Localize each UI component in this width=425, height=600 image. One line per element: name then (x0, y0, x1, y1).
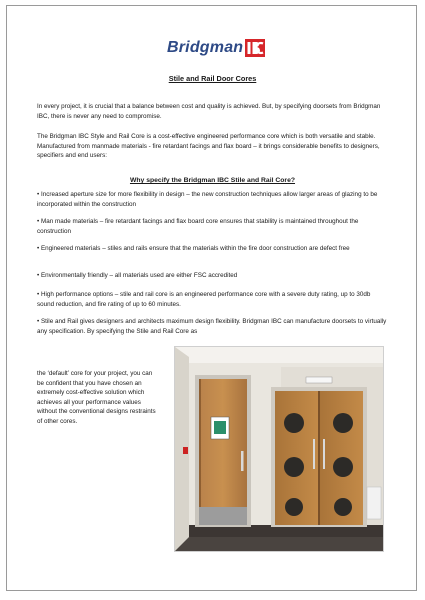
brand-name: Bridgman (167, 39, 244, 56)
doors-photo (174, 346, 384, 552)
bullet-flexibility: • Stile and Rail gives designers and architects maximum design flexibility. Bridgman IBC can manufacture doorsets to virtually any specification. By specifying the Stile and Rail Core as (37, 318, 387, 335)
ibc-mark-icon (245, 38, 265, 58)
bridgman-ibc-logo (167, 37, 265, 59)
intro-paragraph-2: The Bridgman IBC Style and Rail Core is a cost-effective engineered performance core which is both versatile and stable. Manufactured from manmade materials - fire retardant facings and flax board – it brings considerable benefits to designers, specifiers and end users: (37, 133, 380, 160)
intro-paragraph-1: In every project, it is crucial that a balance between cost and quality is achieved. But, by specifying doorsets from Bridgman IBC, there is never any need to compromise. (37, 103, 381, 120)
bullet-engineered: • Engineered materials – stiles and rails ensure that the materials within the fire door construction are defect free (37, 245, 350, 252)
page-title: Stile and Rail Door Cores (168, 74, 257, 83)
document-page (6, 5, 417, 591)
why-specify-heading: Why specify the Bridgman IBC Stile and Rail Core? (129, 177, 296, 184)
bullet-man-made: • Man made materials – fire retardant facings and flax board core ensures that stability is maintained throughout the construction (37, 218, 359, 235)
bullet-environment: • Environmentally friendly – all materials used are either FSC accredited (37, 272, 238, 279)
default-core-paragraph: the ‘default’ core for your project, you can be confident that you have chosen an extremely cost-effective solution which achieves all your performance values without the conventional designs restraints of other cores. (37, 370, 156, 425)
bullet-aperture: • Increased aperture size for more flexibility in design – the new construction techniques allow larger areas of glazing to be incorporated within the construction (37, 191, 378, 208)
bullet-performance: • High performance options – stile and rail core is an engineered performance core with a severe duty rating, up to 30db sound reduction, and fire rating of up to 60 minutes. (37, 291, 371, 308)
